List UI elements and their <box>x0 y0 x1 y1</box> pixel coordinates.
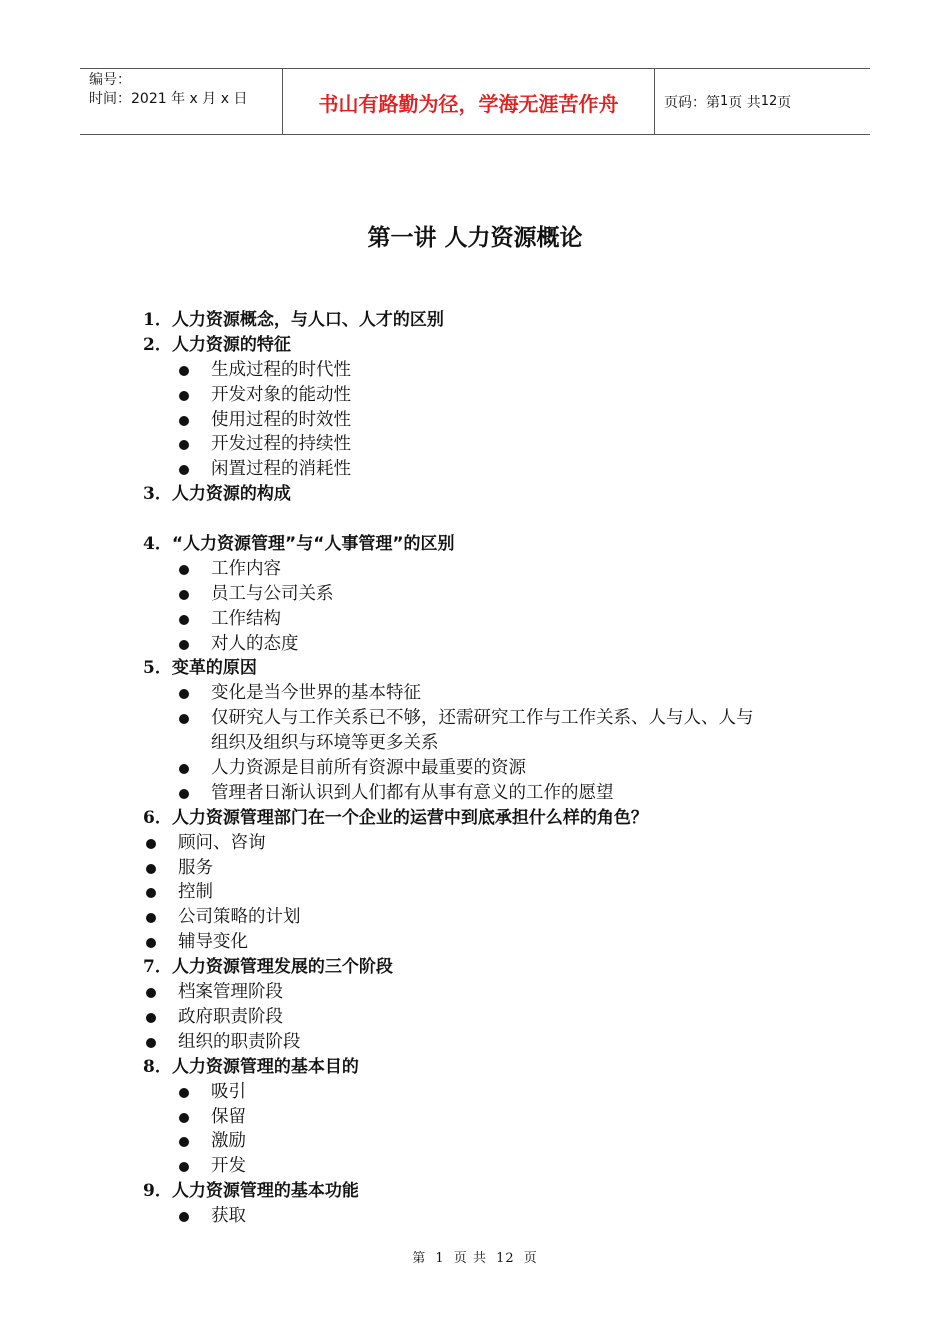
section-heading <box>0 955 950 980</box>
bullet-icon <box>179 590 189 600</box>
list-item <box>0 383 950 408</box>
list-item-text: 变化是当今世界的基本特征 <box>211 683 421 704</box>
section-heading <box>0 1179 950 1204</box>
footer-mid: 页 共 <box>453 1251 487 1266</box>
header-info-cell <box>80 69 282 134</box>
bullet-icon <box>179 689 189 699</box>
bullet-icon <box>179 789 189 799</box>
section-title: 人力资源管理的基本功能 <box>171 1181 359 1202</box>
section-number: 6． <box>143 807 172 828</box>
section-heading <box>0 308 950 333</box>
bullet-icon <box>179 1212 189 1222</box>
list-item-text: 仅研究人与工作关系已不够，还需研究工作与工作关系、人与人、人与 <box>211 708 754 729</box>
list-item <box>0 632 950 657</box>
header-page-suffix: 页 <box>777 94 792 111</box>
list-item <box>0 1030 950 1055</box>
bullet-icon <box>179 1162 189 1172</box>
section-title: 人力资源管理发展的三个阶段 <box>171 957 393 978</box>
list-item-text: 服务 <box>178 857 213 878</box>
list-item <box>0 582 950 607</box>
list-item <box>0 856 950 881</box>
section-number: 7． <box>143 957 172 978</box>
section-title: 人力资源管理部门在一个企业的运营中到底承担什么样的角色？ <box>171 807 648 828</box>
list-item-text: 公司策略的计划 <box>178 907 301 928</box>
bullet-icon <box>146 988 156 998</box>
section-title: 人力资源的构成 <box>171 484 291 505</box>
list-item-text: 工作内容 <box>211 558 281 579</box>
section-number: 5． <box>143 658 172 679</box>
list-item-text: 激励 <box>211 1131 246 1152</box>
list-item-text: 辅导变化 <box>178 932 248 953</box>
bullet-icon <box>179 440 189 450</box>
bullet-icon <box>179 416 189 426</box>
footer-page-total: 12 <box>496 1251 515 1266</box>
footer-page-number: 1 <box>435 1251 445 1266</box>
bullet-icon <box>179 640 189 650</box>
section-heading <box>0 333 950 358</box>
footer-suffix: 页 <box>523 1251 538 1266</box>
header-page-prefix: 页码：第 <box>664 94 720 111</box>
bullet-icon <box>146 938 156 948</box>
list-item <box>0 1005 950 1030</box>
list-item <box>0 706 950 731</box>
bullet-icon <box>179 366 189 376</box>
list-item <box>0 457 950 482</box>
list-item-text: 使用过程的时效性 <box>211 409 351 430</box>
list-item-text: 对人的态度 <box>211 633 299 654</box>
section-title: 人力资源管理的基本目的 <box>171 1056 359 1077</box>
list-item-text: 管理者日渐认识到人们都有从事有意义的工作的愿望 <box>211 782 614 803</box>
page-header <box>80 68 870 135</box>
list-item-text: 开发对象的能动性 <box>211 384 351 405</box>
header-motto: 书山有路勤为径，学海无涯苦作舟 <box>282 69 655 134</box>
list-item <box>0 358 950 383</box>
page-title: 第一讲 人力资源概论 <box>367 225 583 251</box>
list-item <box>0 1154 950 1179</box>
list-item <box>0 880 950 905</box>
list-item <box>0 905 950 930</box>
header-page-info <box>655 69 870 134</box>
footer-prefix: 第 <box>412 1251 427 1266</box>
bullet-icon <box>146 888 156 898</box>
section-number: 4． <box>143 534 172 555</box>
list-item-text: 开发过程的持续性 <box>211 434 351 455</box>
list-item-text: 获取 <box>211 1206 246 1227</box>
bullet-icon <box>179 565 189 575</box>
list-item <box>0 408 950 433</box>
bullet-icon <box>179 391 189 401</box>
bullet-icon <box>179 714 189 724</box>
section-number: 9． <box>143 1181 172 1202</box>
bullet-icon <box>179 1137 189 1147</box>
list-item <box>0 1129 950 1154</box>
list-item <box>0 1080 950 1105</box>
blank-line <box>0 507 950 532</box>
list-item <box>0 831 950 856</box>
list-item-text: 员工与公司关系 <box>211 583 334 604</box>
section-heading <box>0 656 950 681</box>
bullet-icon <box>146 1013 156 1023</box>
list-item-text: 档案管理阶段 <box>178 982 283 1003</box>
section-title: 人力资源概念，与人口、人才的区别 <box>171 310 444 330</box>
list-item-text: 生成过程的时代性 <box>211 359 351 380</box>
section-title: 人力资源的特征 <box>171 334 291 355</box>
header-page-mid: 页 共 <box>728 94 761 111</box>
bullet-icon <box>179 764 189 774</box>
bullet-icon <box>179 1088 189 1098</box>
list-item <box>0 1105 950 1130</box>
list-item <box>0 1204 950 1229</box>
list-item-text: 顾问、咨询 <box>178 832 266 853</box>
header-page-total: 12 <box>760 94 778 109</box>
section-heading <box>0 1055 950 1080</box>
list-item-text: 组织的职责阶段 <box>178 1031 301 1052</box>
section-title: “人力资源管理”与“人事管理”的区别 <box>171 534 455 555</box>
list-item-continuation: 组织及组织与环境等更多关系 <box>211 733 439 754</box>
list-item-text: 控制 <box>178 882 213 903</box>
list-item <box>0 756 950 781</box>
section-heading <box>0 482 950 507</box>
list-item <box>0 432 950 457</box>
document-number-label: 编号： <box>89 72 131 88</box>
list-item-text: 保留 <box>211 1106 246 1127</box>
section-number: 8． <box>143 1056 172 1077</box>
page-footer <box>0 1247 950 1266</box>
bullet-icon <box>179 1113 189 1123</box>
section-title: 变革的原因 <box>171 658 257 679</box>
list-item <box>0 681 950 706</box>
header-page-number: 1 <box>720 94 729 109</box>
list-item-text: 政府职责阶段 <box>178 1006 283 1027</box>
section-heading <box>0 806 950 831</box>
bullet-icon <box>146 913 156 923</box>
list-item <box>0 980 950 1005</box>
bullet-icon <box>179 465 189 475</box>
list-item-text: 人力资源是目前所有资源中最重要的资源 <box>211 758 526 779</box>
list-item-text: 吸引 <box>211 1081 246 1102</box>
bullet-icon <box>146 839 156 849</box>
list-item-text: 工作结构 <box>211 608 281 629</box>
list-item-text: 开发 <box>211 1156 246 1177</box>
bullet-icon <box>146 1038 156 1048</box>
list-item <box>0 557 950 582</box>
section-number: 1． <box>143 310 172 330</box>
list-item <box>0 781 950 806</box>
list-item <box>0 607 950 632</box>
outline-content <box>0 308 950 1229</box>
section-number: 2． <box>143 334 172 355</box>
bullet-icon <box>146 864 156 874</box>
section-number: 3． <box>143 484 172 505</box>
list-item-text: 闲置过程的消耗性 <box>211 459 351 480</box>
section-heading <box>0 532 950 557</box>
document-date-label: 时间：2021 年 x 月 x 日 <box>89 91 248 107</box>
bullet-icon <box>179 615 189 625</box>
list-item <box>0 930 950 955</box>
